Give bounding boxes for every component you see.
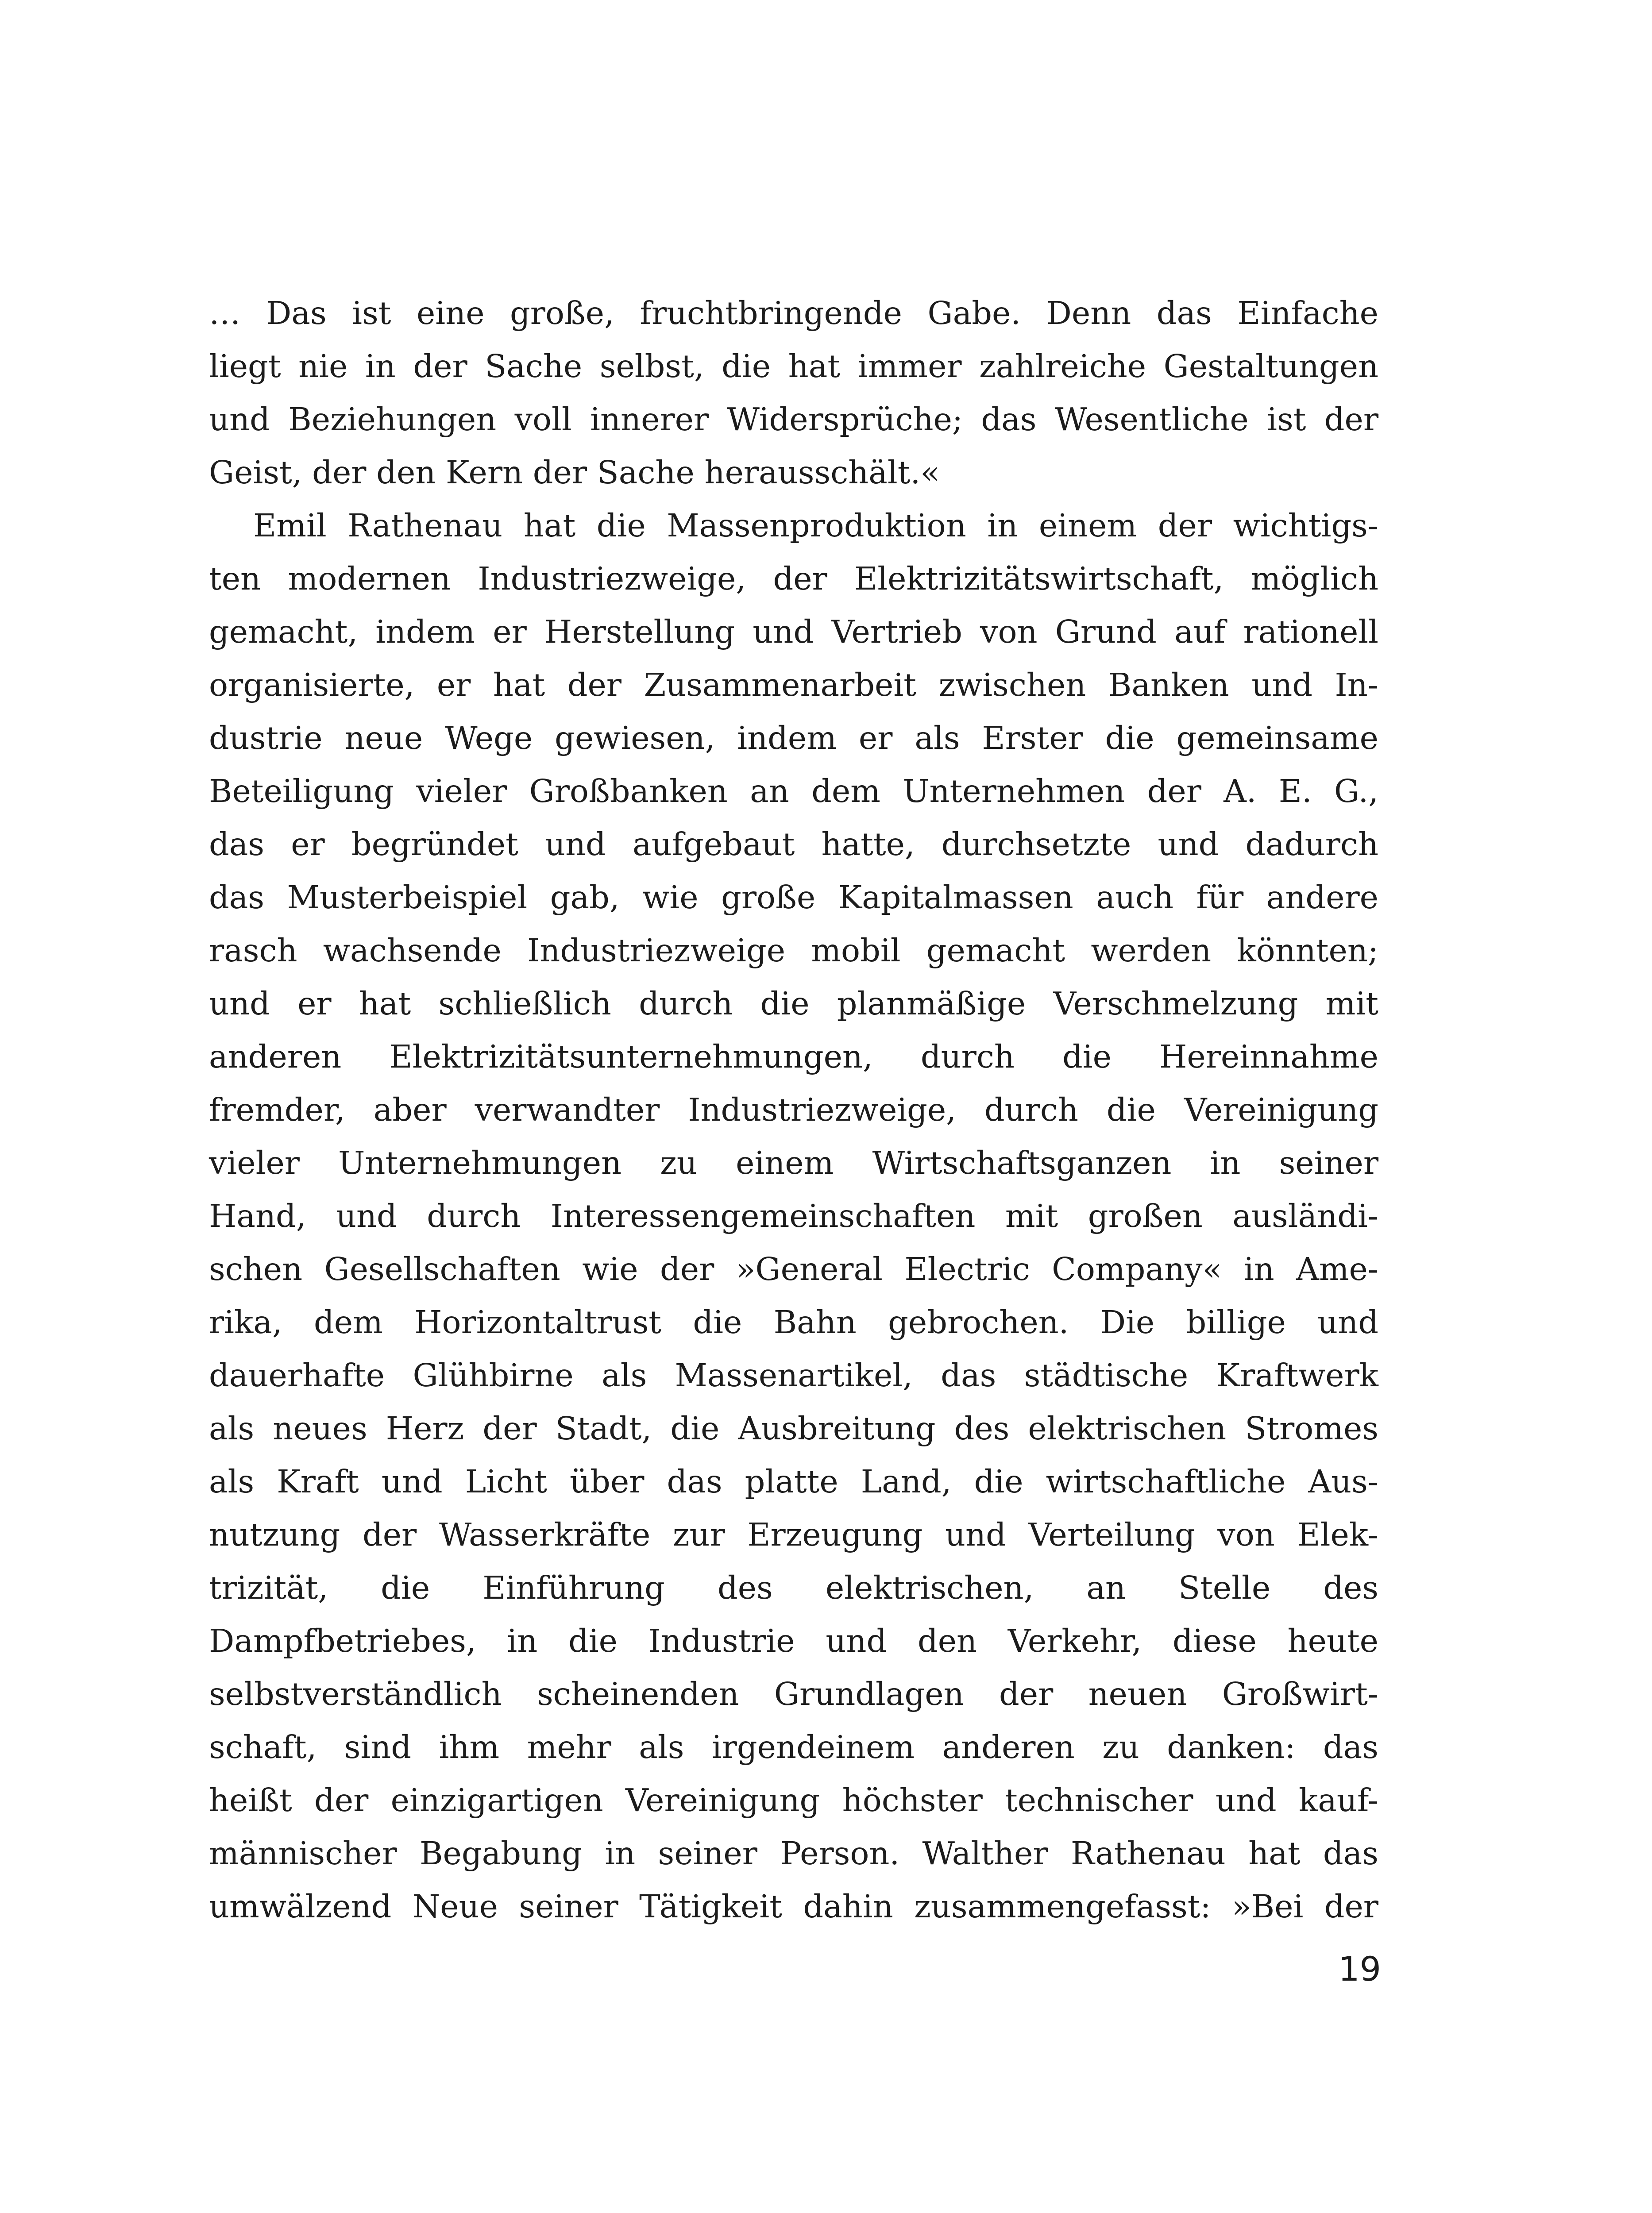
- text-line: liegt nie in der Sache selbst, die hat immer zahlreiche Gestaltungen: [209, 348, 1378, 385]
- text-line: als neues Herz der Stadt, die Ausbreitung des elektrischen Stromes: [209, 1410, 1378, 1447]
- text-line: nutzung der Wasserkräfte zur Erzeugung und Verteilung von Elek-: [209, 1516, 1378, 1553]
- text-line: Hand, und durch Interessengemeinschaften mit großen ausländi-: [209, 1198, 1378, 1234]
- text-line: Geist, der den Kern der Sache herausschält.«: [209, 454, 940, 491]
- text-line: dustrie neue Wege gewiesen, indem er als Erster die gemeinsame: [209, 720, 1378, 756]
- text-line: männischer Begabung in seiner Person. Walther Rathenau hat das: [209, 1835, 1378, 1872]
- text-line: schaft, sind ihm mehr als irgendeinem anderen zu danken: das: [209, 1729, 1378, 1766]
- paragraph-first-line: Emil Rathenau hat die Massenproduktion in einem der wichtigs-: [253, 507, 1378, 544]
- page-number: 19: [1338, 1949, 1381, 1989]
- text-line: und er hat schließlich durch die planmäßige Verschmelzung mit: [209, 985, 1378, 1022]
- text-line: vieler Unternehmungen zu einem Wirtschaftsganzen in seiner: [209, 1145, 1378, 1181]
- text-line: umwälzend Neue seiner Tätigkeit dahin zusammengefasst: »Bei der: [209, 1888, 1378, 1925]
- text-line: Dampfbetriebes, in die Industrie und den Verkehr, diese heute: [209, 1623, 1378, 1659]
- text-line: … Das ist eine große, fruchtbringende Gabe. Denn das Einfache: [209, 295, 1378, 332]
- text-line: als Kraft und Licht über das platte Land, die wirtschaftliche Aus-: [209, 1463, 1378, 1500]
- text-line: und Beziehungen voll innerer Widersprüche; das Wesentliche ist der: [209, 401, 1378, 438]
- text-line: rasch wachsende Industriezweige mobil gemacht werden könnten;: [209, 932, 1378, 969]
- text-line: fremder, aber verwandter Industriezweige, durch die Vereinigung: [209, 1091, 1378, 1128]
- text-line: dauerhafte Glühbirne als Massenartikel, das städtische Kraftwerk: [209, 1357, 1378, 1394]
- text-line: heißt der einzigartigen Vereinigung höchster technischer und kauf-: [209, 1782, 1378, 1819]
- text-line: anderen Elektrizitätsunternehmungen, durch die Hereinnahme: [209, 1038, 1378, 1075]
- text-line: ten modernen Industriezweige, der Elektrizitätswirtschaft, möglich: [209, 560, 1378, 597]
- text-line: Beteiligung vieler Großbanken an dem Unternehmen der A. E. G.,: [209, 773, 1378, 810]
- body-text: [209, 287, 1378, 1933]
- text-line: selbstverständlich scheinenden Grundlagen der neuen Großwirt-: [209, 1676, 1378, 1712]
- text-line: schen Gesellschaften wie der »General Electric Company« in Ame-: [209, 1251, 1378, 1288]
- text-line: gemacht, indem er Herstellung und Vertrieb von Grund auf rationell: [209, 613, 1378, 650]
- text-line: das er begründet und aufgebaut hatte, durchsetzte und dadurch: [209, 826, 1378, 863]
- text-line: trizität, die Einführung des elektrischen, an Stelle des: [209, 1569, 1378, 1606]
- text-line: organisierte, er hat der Zusammenarbeit zwischen Banken und In-: [209, 667, 1378, 703]
- text-line: rika, dem Horizontaltrust die Bahn gebrochen. Die billige und: [209, 1304, 1378, 1341]
- text-line: das Musterbeispiel gab, wie große Kapitalmassen auch für andere: [209, 879, 1378, 916]
